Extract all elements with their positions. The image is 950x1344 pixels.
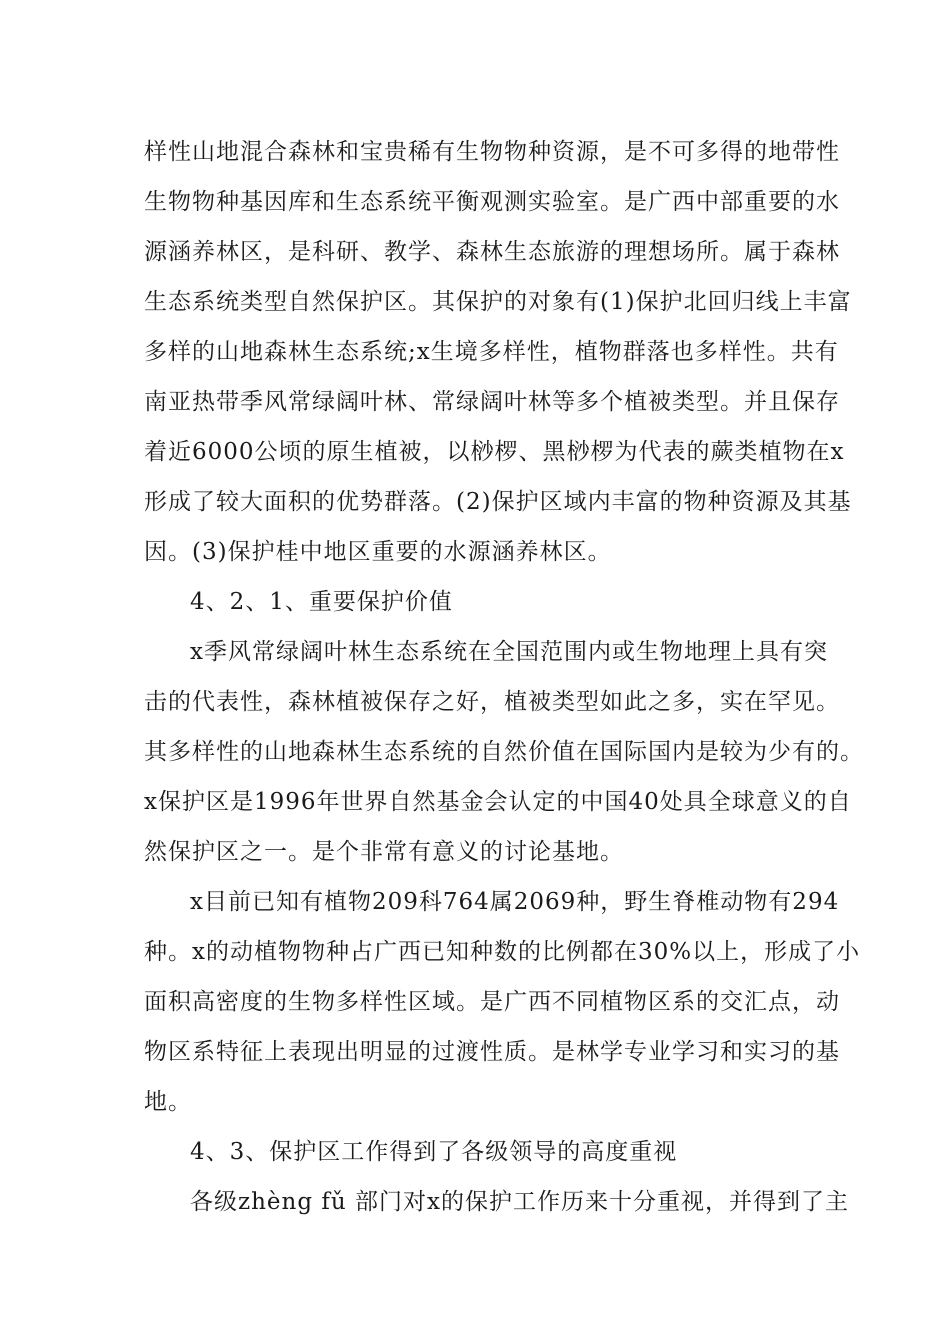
text-line: 形成了较大面积的优势群落。(2)保护区域内丰富的物种资源及其基 (144, 489, 852, 515)
text-line: 面积高密度的生物多样性区域。是广西不同植物区系的交汇点，动 (144, 989, 840, 1015)
text-line: 生物物种基因库和生态系统平衡观测实验室。是广西中部重要的水 (144, 189, 840, 215)
section-heading: 4、3、保护区工作得到了各级领导的高度重视 (190, 1139, 678, 1165)
text-line: x目前已知有植物209科764属2069种，野生脊椎动物有294 (190, 889, 840, 915)
text-line: 南亚热带季风常绿阔叶林、常绿阔叶林等多个植被类型。并且保存 (144, 389, 840, 415)
text-line: 着近6000公顷的原生植被，以桫椤、黑桫椤为代表的蕨类植物在x (144, 439, 845, 465)
section-heading: 4、2、1、重要保护价值 (190, 589, 453, 615)
text-line: 生态系统类型自然保护区。其保护的对象有(1)保护北回归线上丰富 (144, 289, 852, 315)
text-line: 样性山地混合森林和宝贵稀有生物物种资源，是不可多得的地带性 (144, 139, 840, 165)
text-line: x季风常绿阔叶林生态系统在全国范围内或生物地理上具有突 (190, 639, 828, 665)
text-line: 其多样性的山地森林生态系统的自然价值在国际国内是较为少有的。 (144, 739, 864, 765)
text-line: 然保护区之一。是个非常有意义的讨论基地。 (144, 839, 624, 865)
text-line: 种。x的动植物物种占广西已知种数的比例都在30%以上，形成了小 (144, 939, 861, 965)
text-line: 多样的山地森林生态系统;x生境多样性，植物群落也多样性。共有 (144, 339, 839, 365)
text-line: x保护区是1996年世界自然基金会认定的中国40处具全球意义的自 (144, 789, 852, 815)
text-line: 击的代表性，森林植被保存之好，植被类型如此之多，实在罕见。 (144, 689, 840, 715)
text-line: 各级zhèng fǔ 部门对x的保护工作历来十分重视，并得到了主 (190, 1189, 849, 1215)
text-line: 物区系特征上表现出明显的过渡性质。是林学专业学习和实习的基 (144, 1039, 840, 1065)
text-line: 因。(3)保护桂中地区重要的水源涵养林区。 (144, 539, 612, 565)
text-line: 源涵养林区，是科研、教学、森林生态旅游的理想场所。属于森林 (144, 239, 840, 265)
text-line: 地。 (144, 1089, 192, 1115)
